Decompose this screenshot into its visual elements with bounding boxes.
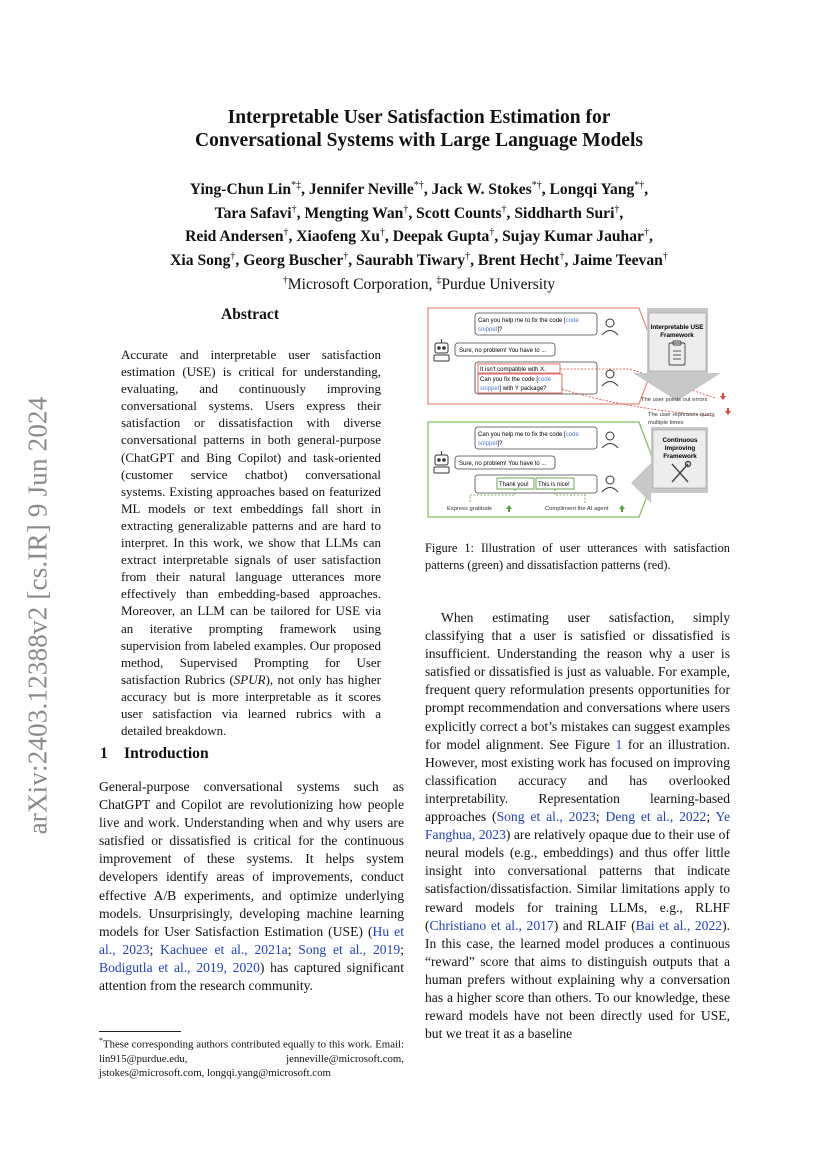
svg-text:This is nice!: This is nice! <box>538 482 570 488</box>
citation-link[interactable]: Ye Fanghua, 2023 <box>425 809 730 843</box>
citation-link[interactable]: Bai et al., 2022 <box>635 917 723 933</box>
citation-link[interactable]: Song et al., 2019 <box>298 941 401 957</box>
intro-paragraph: General-purpose conversational systems such as ChatGPT and Copilot are revolutionizing how people live and work. Understanding when and why users are satisfied or dissatisfied is critical for the continuous improvement of these systems. It helps system developers identify areas of improvements, conduct effective A/B experiments, and optimize underlying models. Unsurprisingly, developing machine learning models for User Satisfaction Estimation (USE) (Hu et al., 2023; Kachuee et al., 2021a; Song et al., 2019; Bodigutla et al., 2019, 2020) has captured significant attention from the research community. <box>99 779 404 994</box>
thumbs-up-icon <box>506 505 512 512</box>
author-line-4: Xia Song†, Georg Buscher†, Saurabh Tiwary†, Brent Hecht†, Jaime Teevan† <box>170 251 668 270</box>
svg-text:Thank you!: Thank you! <box>499 482 529 488</box>
svg-text:snippet] with Y package?: snippet] with Y package? <box>480 386 547 392</box>
robot-icon <box>434 339 449 361</box>
abstract-heading: Abstract <box>220 306 280 323</box>
figure-1-illustration <box>425 305 731 520</box>
user-icon <box>602 476 618 492</box>
svg-text:Can you help me to fix the cod: Can you help me to fix the code [code <box>478 318 579 324</box>
svg-text:The user points out errors: The user points out errors <box>641 397 708 403</box>
svg-text:It isn't compatible with X.: It isn't compatible with X. <box>480 367 546 373</box>
use-framework-panel <box>633 308 721 401</box>
right-column-paragraph: When estimating user satisfaction, simply classifying that a user is satisfied or dissatisfied is insufficient. Understanding the reason why a user is satisfied or dissatisfied is just as valuable. For example, frequent query reformulation presents opportunities for prompt recommendation and conversations where users explicitly correct a bot’s mistakes can suggest examples for model alignment. See Figure 1 for an illustration. However, most existing work has focused on improving classification accuracy and has overlooked interpretability. Representation learning-based approaches (Song et al., 2023; Deng et al., 2022; Ye Fanghua, 2023) are relatively opaque due to their use of neural models (e.g., embeddings) and thus offer little insight into conversational patterns that indicate satisfaction/dissatisfaction. Similar limitations apply to reward models for training LLMs, e.g., RLHF (Christiano et al., 2017) and RLAIF (Bai et al., 2022). In this case, the learned model produces a continuous “reward” score that aims to distinguish outputs that a human prefers without explaining why a conversation has a higher score than others. To our knowledge, these reward models have not been directly used for USE, but we treat it as a baseline <box>425 610 730 1042</box>
citation-link[interactable]: Christiano et al., 2017 <box>429 917 554 933</box>
thumbs-down-icon <box>725 408 731 415</box>
svg-text:Compliment the AI agent: Compliment the AI agent <box>545 506 609 512</box>
svg-text:snippet]?: snippet]? <box>478 327 503 333</box>
robot-icon <box>434 451 449 473</box>
author-line-2: Tara Safavi†, Mengting Wan†, Scott Counts†, Siddharth Suri†, <box>214 203 624 222</box>
figure-1 <box>425 305 731 520</box>
author-line-1: Ying-Chun Lin*‡, Jennifer Neville*†, Jack W. Stokes*†, Longqi Yang*†, <box>189 180 649 199</box>
citation-link[interactable]: Hu et al., 2023 <box>99 923 404 957</box>
svg-text:Can you fix the code [code: Can you fix the code [code <box>480 377 552 383</box>
citation-link[interactable]: Deng et al., 2022 <box>605 809 707 825</box>
citation-link[interactable]: Kachuee et al., 2021a <box>160 941 288 957</box>
section-heading-introduction: 1 Introduction <box>100 745 209 762</box>
citation-link[interactable]: Song et al., 2023 <box>496 809 596 825</box>
svg-text:Sure, no problem! You have to: Sure, no problem! You have to ... <box>459 461 547 467</box>
svg-text:Can you help me to fix the cod: Can you help me to fix the code [code <box>478 432 579 438</box>
user-icon <box>602 370 618 386</box>
svg-text:Express gratitude: Express gratitude <box>447 506 493 512</box>
user-icon <box>602 319 618 335</box>
figure-reference-link[interactable]: 1 <box>615 736 623 752</box>
svg-text:Improving: Improving <box>664 445 696 452</box>
author-line-3: Reid Andersen†, Xiaofeng Xu†, Deepak Gupta†, Sujay Kumar Jauhar†, <box>185 227 653 246</box>
figure-caption: Figure 1: Illustration of user utterances with satisfaction patterns (green) and dissatisfaction patterns (red). <box>425 541 730 572</box>
citation-link[interactable]: Bodigutla et al., 2019, 2020 <box>99 959 260 975</box>
footnote: *These corresponding authors contributed equally to this work. Email: lin915@purdue.edu, jenneville@microsoft.com, jstokes@microsoft.com, longqi.yang@microsoft.com <box>99 1036 404 1079</box>
svg-text:Interpretable USE: Interpretable USE <box>650 324 704 331</box>
arxiv-stamp: arXiv:2403.12388v2 [cs.IR] 9 Jun 2024 <box>22 396 53 834</box>
svg-text:Continuous: Continuous <box>662 437 698 444</box>
affiliations: †Microsoft Corporation, ‡Purdue University <box>282 274 556 293</box>
author-list <box>100 176 738 294</box>
svg-text:snippet]?: snippet]? <box>478 441 503 447</box>
svg-text:The user rephrases query: The user rephrases query <box>648 412 715 418</box>
svg-text:Sure, no problem! You have to: Sure, no problem! You have to ... <box>459 348 547 354</box>
thumbs-down-icon <box>720 393 726 400</box>
footnote-rule <box>99 1031 181 1032</box>
thumbs-up-icon <box>619 505 625 512</box>
user-icon <box>602 432 618 448</box>
svg-text:Framework: Framework <box>660 332 694 339</box>
svg-text:Framework: Framework <box>663 453 697 460</box>
svg-text:multiple times: multiple times <box>648 420 684 426</box>
abstract-text: Accurate and interpretable user satisfaction estimation (USE) is critical for understanding, evaluating, and continuously improving conversational systems. Users express their satisfaction or dissatisfaction with diverse conversational patterns in both general-purpose (ChatGPT and Bing Copilot) and task-oriented (customer service chatbot) conversational systems. Existing approaches based on featurized ML models or text embeddings fall short in extracting generalizable patterns and are hard to interpret. In this work, we show that LLMs can extract interpretable signals of user satisfaction from their natural language utterances more effectively than embedding-based approaches. Moreover, an LLM can be tailored for USE via an iterative prompting framework using supervision from labeled examples. Our proposed method, Supervised Prompting for User satisfaction Rubrics (SPUR), not only has higher accuracy but is more interpretable as it scores user satisfaction via learned rubrics with a detailed breakdown. <box>121 347 381 739</box>
paper-title: Interpretable User Satisfaction Estimation for Conversational Systems with Large Language Models <box>195 107 643 151</box>
